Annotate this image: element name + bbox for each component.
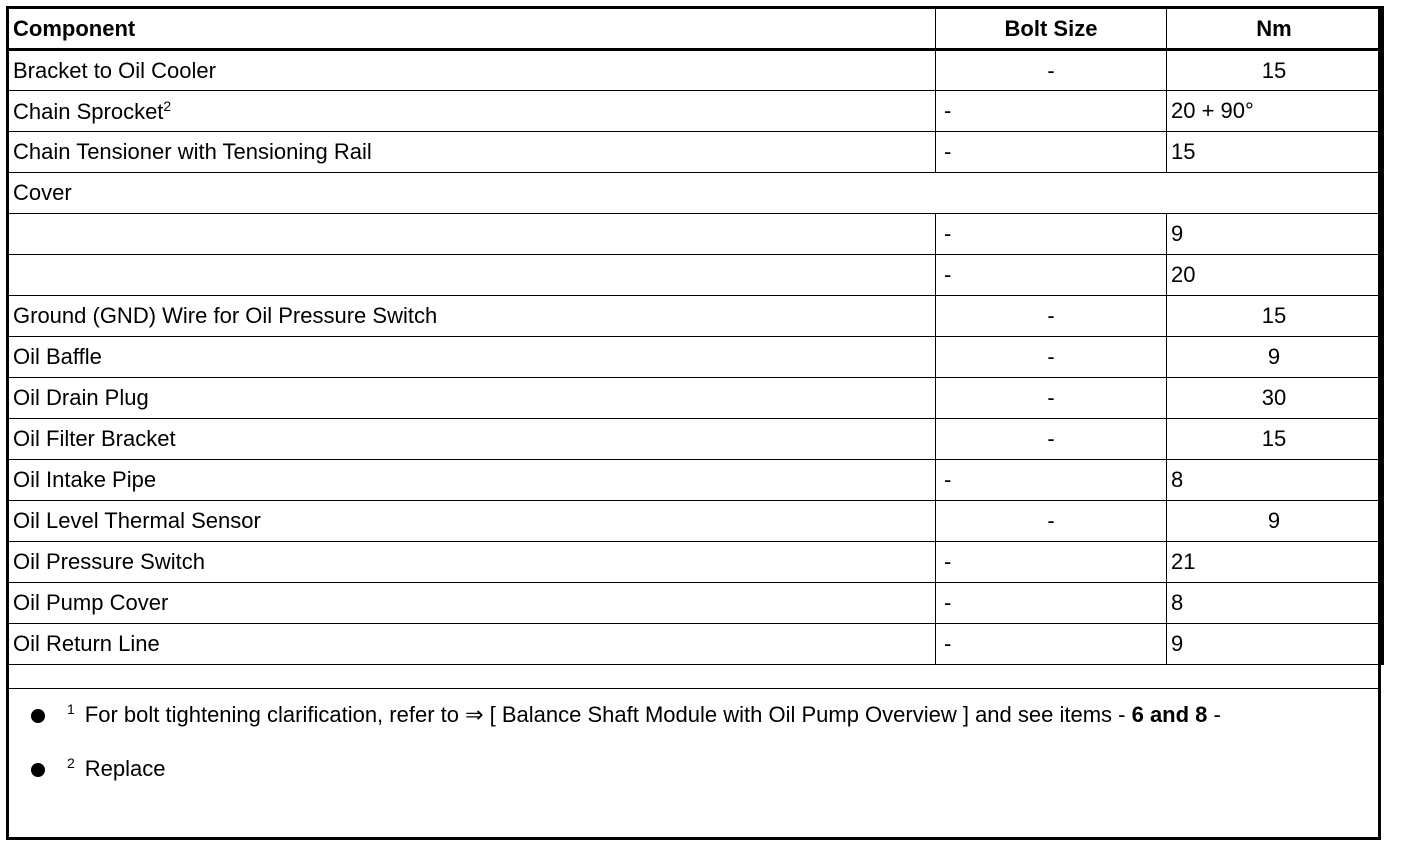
table-header-row [8,8,1383,50]
footnote-1 [31,701,1221,728]
component-cell [8,542,936,583]
component-name: Chain Tensioner with Tensioning Rail [13,139,372,164]
table-row [8,419,1383,460]
footnote-text: Replace [84,756,166,781]
footnote-marker: 2 [67,755,75,771]
bolt-size-cell: - [936,542,1167,583]
footnote-marker: 1 [67,701,75,717]
table-row [8,542,1383,583]
component-cell [8,337,936,378]
header-nm: Nm [1167,8,1383,50]
bolt-size-cell: - [936,50,1167,91]
table-row [8,337,1383,378]
bolt-size-cell: - [936,337,1167,378]
nm-cell: 9 [1167,624,1383,665]
bolt-size-cell: - [936,296,1167,337]
component-cell [8,91,936,132]
bolt-size-cell: - [936,624,1167,665]
nm-cell: 9 [1167,501,1383,542]
component-cell [8,214,936,255]
footnote-text: For bolt tightening clarification, refer to ⇒ [ Balance Shaft Module with Oil Pump Overview ] and see items - [84,702,1132,727]
nm-cell: 15 [1167,419,1383,460]
component-name: Oil Pressure Switch [13,549,205,574]
nm-cell: 9 [1167,214,1383,255]
table-row [8,378,1383,419]
component-name: Cover [13,180,72,205]
header-component: Component [8,8,936,50]
table-row [8,501,1383,542]
footnote-items: 6 and 8 [1131,702,1208,727]
component-name: Oil Intake Pipe [13,467,157,492]
nm-cell: 20 + 90° [1167,91,1383,132]
component-cell [8,173,1383,214]
component-name: Bracket to Oil Cooler [13,57,216,83]
table-row [8,173,1383,214]
component-name: Oil Return Line [13,631,160,656]
component-cell [8,583,936,624]
bolt-size-cell: - [936,501,1167,542]
nm-cell: 20 [1167,255,1383,296]
bullet-icon [31,763,45,777]
torque-spec-table [6,6,1384,665]
component-cell [8,50,936,91]
component-name: Oil Level Thermal Sensor [13,508,261,533]
component-name: Oil Baffle [13,344,102,369]
nm-cell: 8 [1167,583,1383,624]
component-cell [8,460,936,501]
bolt-size-cell: - [936,419,1167,460]
table-row [8,624,1383,665]
table-row [8,50,1383,91]
bolt-size-cell: - [936,255,1167,296]
footnote-2 [31,755,166,782]
bullet-icon [31,709,45,723]
table-row [8,460,1383,501]
component-cell [8,378,936,419]
table-row [8,132,1383,173]
bolt-size-cell: - [936,460,1167,501]
table-row [8,214,1383,255]
component-name: Oil Pump Cover [13,590,169,615]
table-row [8,255,1383,296]
nm-cell: 15 [1167,50,1383,91]
table-row [8,296,1383,337]
component-cell [8,255,936,296]
bolt-size-cell: - [936,91,1167,132]
component-cell [8,501,936,542]
nm-cell: 30 [1167,378,1383,419]
table-row [8,583,1383,624]
component-name: Oil Drain Plug [13,385,149,410]
nm-cell: 8 [1167,460,1383,501]
component-name: Oil Filter Bracket [13,426,176,451]
footnote-ref: 2 [163,97,172,114]
component-cell [8,419,936,460]
footnotes [6,688,1381,840]
component-cell [8,296,936,337]
table-row [8,91,1383,132]
bolt-size-cell: - [936,214,1167,255]
bolt-size-cell: - [936,378,1167,419]
component-name: Chain Sprocket [13,98,164,124]
bolt-size-cell: - [936,583,1167,624]
bolt-size-cell: - [936,132,1167,173]
component-cell [8,132,936,173]
nm-cell: 15 [1167,132,1383,173]
nm-cell: 15 [1167,296,1383,337]
header-bolt-size: Bolt Size [936,8,1167,50]
component-cell [8,624,936,665]
nm-cell: 9 [1167,337,1383,378]
footnote-tail: - [1207,702,1221,727]
nm-cell: 21 [1167,542,1383,583]
component-name: Ground (GND) Wire for Oil Pressure Switch [13,303,438,328]
